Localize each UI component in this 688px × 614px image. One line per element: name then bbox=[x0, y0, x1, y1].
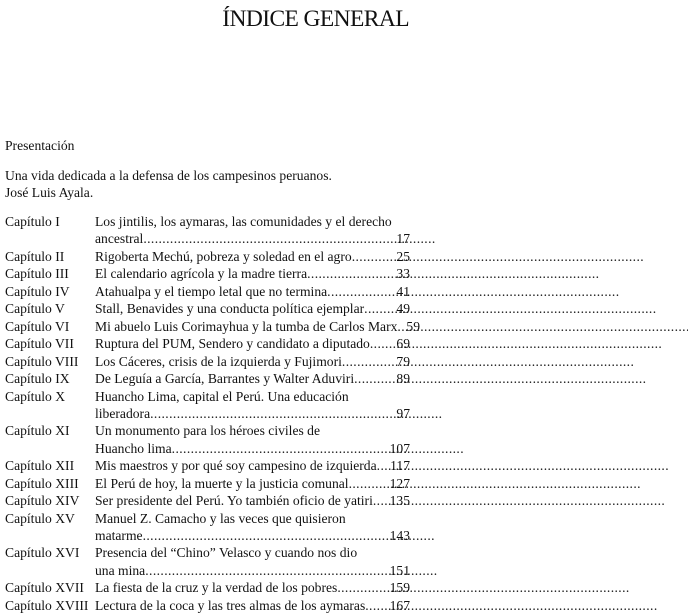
chapter-title-last-line bbox=[95, 335, 410, 352]
dot-leader bbox=[354, 370, 395, 387]
toc-entry bbox=[5, 510, 410, 544]
chapter-title-line: Un monumento para los héroes civiles de bbox=[95, 423, 320, 439]
chapter-title-text: Huancho lima bbox=[95, 440, 172, 456]
chapter-label: Capítulo XII bbox=[5, 458, 75, 474]
chapter-title-block bbox=[95, 597, 410, 614]
chapter-title-text: De Leguía a García, Barrantes y Walter Aduviri bbox=[95, 371, 355, 387]
dot-leader bbox=[352, 248, 396, 265]
page-number: 97 bbox=[396, 405, 410, 421]
chapter-label: Capítulo I bbox=[5, 214, 60, 229]
chapter-title-block bbox=[95, 213, 410, 247]
dot-leader bbox=[364, 300, 395, 317]
chapter-label: Capítulo XV bbox=[5, 510, 75, 526]
chapter-title-text: Lectura de la coca y las tres almas de los aymaras bbox=[95, 597, 366, 613]
chapter-title-text: Atahualpa y el tiempo letal que no termina bbox=[95, 283, 328, 299]
chapter-title-block bbox=[95, 248, 410, 265]
chapter-title-last-line bbox=[95, 597, 410, 614]
chapter-title-text: El Perú de hoy, la muerte y la justicia comunal bbox=[95, 475, 349, 491]
toc-entry bbox=[5, 213, 410, 247]
page-number: 41 bbox=[396, 283, 410, 299]
chapter-title-text: Los Cáceres, crisis de la izquierda y Fujimori bbox=[95, 353, 342, 369]
chapter-label: Capítulo XIV bbox=[5, 493, 80, 509]
dot-leader bbox=[307, 265, 395, 282]
chapter-title-last-line bbox=[95, 230, 410, 247]
toc-entry bbox=[5, 475, 410, 492]
chapter-title-text: Mis maestros y por qué soy campesino de izquierda bbox=[95, 458, 377, 474]
page-number: 89 bbox=[396, 371, 410, 387]
dot-leader bbox=[373, 492, 389, 509]
chapter-title-block bbox=[95, 579, 410, 596]
toc-entry bbox=[5, 265, 410, 282]
toc-entry bbox=[5, 335, 410, 352]
page-number: 59 bbox=[406, 318, 420, 334]
chapter-title-last-line bbox=[95, 405, 410, 422]
chapter-label: Capítulo VII bbox=[5, 336, 74, 352]
toc-entry bbox=[5, 544, 410, 578]
chapter-title-block bbox=[95, 388, 410, 422]
chapter-title-text: Ruptura del PUM, Sendero y candidato a diputado bbox=[95, 336, 370, 352]
intro-author: José Luis Ayala. bbox=[5, 185, 94, 200]
dot-leader bbox=[327, 283, 395, 300]
chapter-title-last-line bbox=[95, 579, 410, 596]
toc-entry bbox=[5, 283, 410, 300]
page-number: 33 bbox=[396, 266, 410, 282]
table-of-contents bbox=[5, 213, 420, 614]
chapter-title-last-line bbox=[95, 475, 410, 492]
chapter-title-last-line bbox=[95, 562, 410, 579]
toc-entry bbox=[5, 300, 410, 317]
dot-leader bbox=[172, 440, 389, 457]
page-number: 79 bbox=[396, 353, 410, 369]
chapter-title-text: El calendario agrícola y la madre tierra bbox=[95, 266, 308, 282]
chapter-title-block bbox=[95, 475, 410, 492]
dot-leader bbox=[377, 457, 389, 474]
page-number: 49 bbox=[396, 301, 410, 317]
chapter-title-block bbox=[95, 318, 420, 335]
toc-entry bbox=[5, 318, 420, 335]
chapter-title-text: Stall, Benavides y una conducta política ejemplar bbox=[95, 301, 365, 317]
page-number: 143 bbox=[389, 527, 410, 543]
chapter-label: Capítulo XIII bbox=[5, 475, 79, 491]
chapter-title-text: Ser presidente del Perú. Yo también oficio de yatiri bbox=[95, 493, 373, 509]
page-number: 135 bbox=[389, 493, 410, 509]
dot-leader bbox=[397, 318, 405, 335]
dot-leader bbox=[143, 230, 395, 247]
chapter-title-line: Presencia del “Chino” Velasco y cuando nos dio bbox=[95, 545, 358, 561]
chapter-title-last-line bbox=[95, 440, 410, 457]
dot-leader bbox=[337, 579, 388, 596]
page-title: ÍNDICE GENERAL bbox=[222, 6, 409, 32]
chapter-title-block bbox=[95, 265, 410, 282]
page-number: 25 bbox=[396, 248, 410, 264]
chapter-label: Capítulo II bbox=[5, 248, 65, 264]
dot-leader bbox=[150, 405, 395, 422]
chapter-title-last-line bbox=[95, 353, 410, 370]
chapter-title-block bbox=[95, 457, 410, 474]
chapter-title-last-line bbox=[95, 283, 410, 300]
chapter-title-block bbox=[95, 370, 410, 387]
toc-entry bbox=[5, 597, 410, 614]
chapter-label: Capítulo VI bbox=[5, 318, 70, 334]
dot-leader bbox=[365, 597, 388, 614]
chapter-title-text: ancestral bbox=[95, 231, 144, 247]
chapter-title-block bbox=[95, 335, 410, 352]
chapter-label: Capítulo XVI bbox=[5, 545, 80, 561]
page-number: 17 bbox=[396, 231, 410, 247]
page-number: 69 bbox=[396, 336, 410, 352]
chapter-title-last-line bbox=[95, 527, 410, 544]
section-heading-presentacion: Presentación bbox=[5, 138, 75, 153]
toc-entry bbox=[5, 248, 410, 265]
page-number: 107 bbox=[389, 440, 410, 456]
chapter-title-block bbox=[95, 510, 410, 544]
chapter-title-last-line bbox=[95, 370, 410, 387]
chapter-label: Capítulo III bbox=[5, 266, 69, 282]
toc-entry bbox=[5, 353, 410, 370]
intro-block bbox=[5, 167, 410, 201]
toc-entry bbox=[5, 457, 410, 474]
dot-leader bbox=[143, 527, 389, 544]
chapter-title-line: Huancho Lima, capital el Perú. Una educación bbox=[95, 388, 349, 404]
chapter-title-text: una mina bbox=[95, 562, 146, 578]
page-number: 159 bbox=[389, 580, 410, 596]
chapter-label: Capítulo XVIII bbox=[5, 597, 89, 613]
chapter-label: Capítulo V bbox=[5, 301, 65, 317]
toc-entry bbox=[5, 422, 410, 456]
chapter-title-last-line bbox=[95, 492, 410, 509]
chapter-label: Capítulo IV bbox=[5, 283, 70, 299]
dot-leader bbox=[342, 353, 396, 370]
chapter-title-block bbox=[95, 422, 410, 456]
toc-entry bbox=[5, 370, 410, 387]
toc-entry bbox=[5, 388, 410, 422]
chapter-title-line: Los jintilis, los aymaras, las comunidades y el derecho bbox=[95, 214, 392, 229]
chapter-label: Capítulo XI bbox=[5, 423, 70, 439]
chapter-title-last-line bbox=[95, 318, 420, 335]
chapter-title-block bbox=[95, 283, 410, 300]
chapter-title-last-line bbox=[95, 248, 410, 265]
chapter-title-last-line bbox=[95, 300, 410, 317]
chapter-title-last-line bbox=[95, 265, 410, 282]
chapter-label: Capítulo X bbox=[5, 388, 66, 404]
chapter-title-block bbox=[95, 300, 410, 317]
chapter-title-block bbox=[95, 353, 410, 370]
chapter-title-text: liberadora bbox=[95, 405, 151, 421]
toc-entry bbox=[5, 492, 410, 509]
dot-leader bbox=[370, 335, 396, 352]
dot-leader bbox=[145, 562, 388, 579]
chapter-label: Capítulo VIII bbox=[5, 353, 79, 369]
chapter-title-line: Manuel Z. Camacho y las veces que quisieron bbox=[95, 510, 346, 526]
chapter-title-text: matarme bbox=[95, 527, 143, 543]
chapter-title-text: Rigoberta Mechú, pobreza y soledad en el agro bbox=[95, 248, 352, 264]
chapter-title-block bbox=[95, 544, 410, 578]
page-number: 167 bbox=[389, 597, 410, 613]
chapter-title-text: La fiesta de la cruz y la verdad de los pobres bbox=[95, 580, 338, 596]
chapter-label: Capítulo XVII bbox=[5, 580, 84, 596]
chapter-title-last-line bbox=[95, 457, 410, 474]
page-number: 117 bbox=[390, 458, 410, 474]
dot-leader bbox=[349, 475, 389, 492]
page-number: 151 bbox=[389, 562, 410, 578]
page-number: 127 bbox=[389, 475, 410, 491]
chapter-label: Capítulo IX bbox=[5, 371, 70, 387]
toc-entry bbox=[5, 579, 410, 596]
intro-line: Una vida dedicada a la defensa de los campesinos peruanos. bbox=[5, 168, 332, 183]
chapter-title-block bbox=[95, 492, 410, 509]
chapter-title-text: Mi abuelo Luis Corimayhua y la tumba de Carlos Marx bbox=[95, 318, 398, 334]
